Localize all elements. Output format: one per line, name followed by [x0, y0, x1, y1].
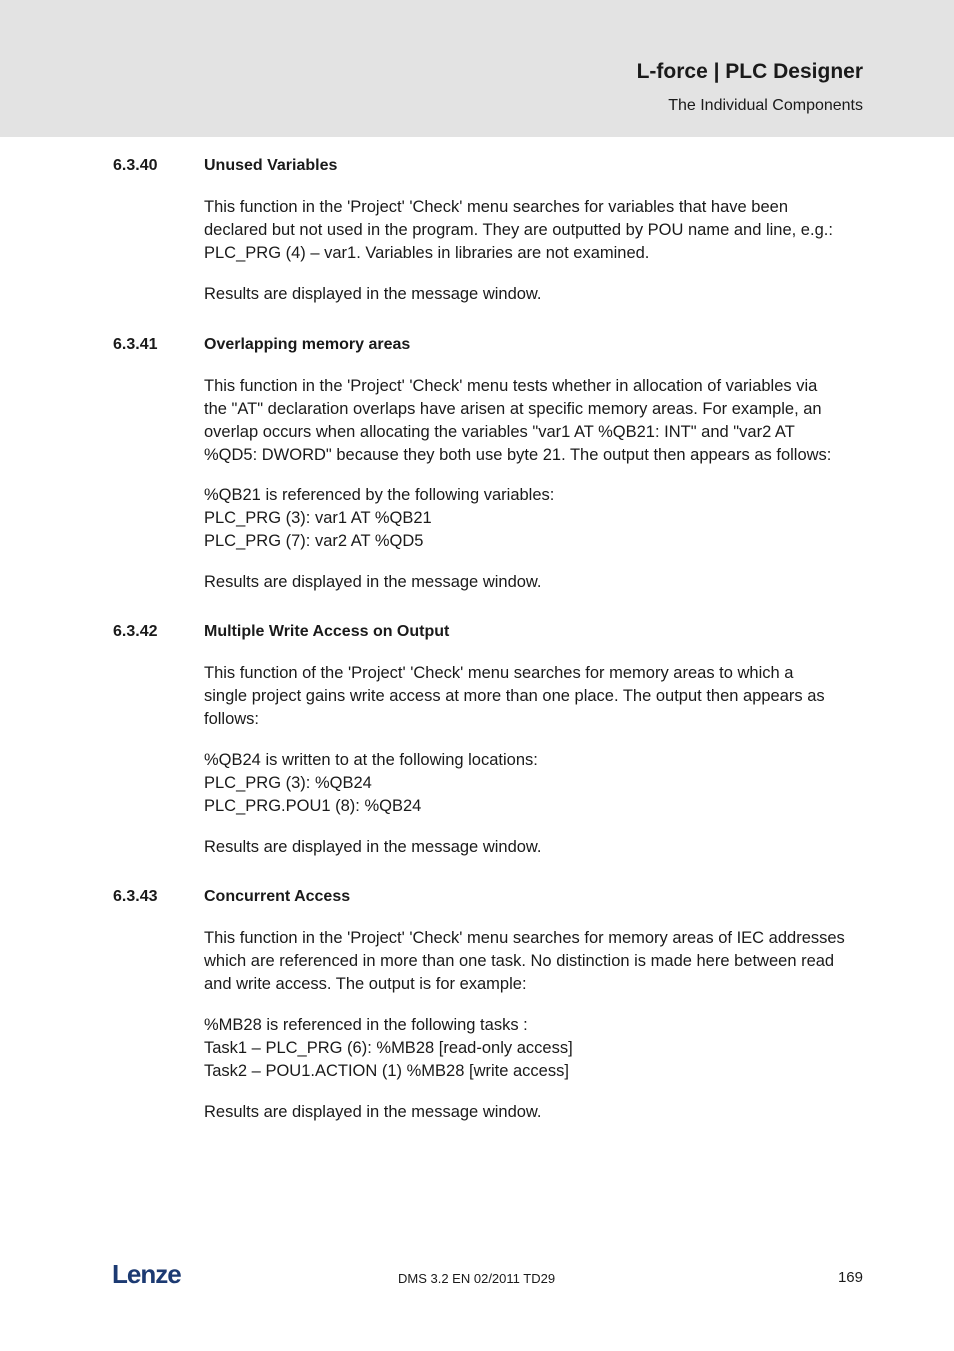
text-line: follows:: [204, 710, 260, 728]
text-line: which are referenced in more than one task. No distinction is made here between read: [204, 952, 835, 970]
document-subtitle: The Individual Components: [668, 97, 863, 114]
paragraph: [204, 196, 864, 265]
paragraph: [204, 662, 864, 731]
text-line: %QB24 is written to at the following locations:: [204, 751, 538, 769]
text-line: This function in the 'Project' 'Check' menu tests whether in allocation of variables via: [204, 377, 818, 395]
section-number: 6.3.41: [113, 336, 158, 353]
paragraph: [204, 571, 864, 594]
footer-document-ref: DMS 3.2 EN 02/2011 TD29: [398, 1271, 556, 1286]
text-line: Results are displayed in the message window.: [204, 285, 542, 303]
lenze-logo: Lenze: [112, 1259, 181, 1289]
text-line: PLC_PRG (7): var2 AT %QD5: [204, 532, 424, 550]
text-line: Task1 – PLC_PRG (6): %MB28 [read-only access]: [204, 1039, 573, 1057]
text-line: %QB21 is referenced by the following variables:: [204, 486, 555, 504]
paragraph: [204, 1014, 864, 1083]
text-line: Task2 – POU1.ACTION (1) %MB28 [write access]: [204, 1062, 569, 1080]
paragraph: [204, 1101, 864, 1124]
text-line: PLC_PRG.POU1 (8): %QB24: [204, 797, 422, 815]
text-line: Results are displayed in the message window.: [204, 573, 542, 591]
section-heading: Concurrent Access: [204, 888, 351, 905]
section-number: 6.3.40: [113, 157, 158, 174]
text-line: Results are displayed in the message window.: [204, 1103, 542, 1121]
text-line: single project gains write access at more than one place. The output then appears as: [204, 687, 825, 705]
document-title: L-force | PLC Designer: [636, 60, 863, 83]
text-line: the "AT" declaration overlaps have arisen at specific memory areas. For example, an: [204, 400, 822, 418]
section-heading: Unused Variables: [204, 157, 338, 174]
text-line: %QD5: DWORD" because they both use byte 21. The output then appears as follows:: [204, 446, 832, 464]
paragraph: [204, 484, 864, 553]
page-number: 169: [837, 1269, 863, 1286]
section-number: 6.3.43: [113, 888, 158, 905]
paragraph: [204, 749, 864, 818]
paragraph: [204, 927, 864, 996]
text-line: PLC_PRG (3): %QB24: [204, 774, 372, 792]
paragraph: [204, 375, 864, 467]
text-line: This function of the 'Project' 'Check' menu searches for memory areas to which a: [204, 664, 794, 682]
paragraph: [204, 283, 864, 306]
paragraph: [204, 836, 864, 859]
text-line: This function in the 'Project' 'Check' menu searches for memory areas of IEC addresses: [204, 929, 845, 947]
text-line: overlap occurs when allocating the variables "var1 AT %QB21: INT" and "var2 AT: [204, 423, 795, 441]
section-heading: Multiple Write Access on Output: [204, 623, 450, 640]
text-line: %MB28 is referenced in the following tasks :: [204, 1016, 528, 1034]
text-line: Results are displayed in the message window.: [204, 838, 542, 856]
text-line: and write access. The output is for example:: [204, 975, 527, 993]
text-line: This function in the 'Project' 'Check' menu searches for variables that have been: [204, 198, 788, 216]
section-heading: Overlapping memory areas: [204, 336, 411, 353]
section-number: 6.3.42: [113, 623, 158, 640]
text-line: declared but not used in the program. They are outputted by POU name and line, e.g.:: [204, 221, 833, 239]
text-line: PLC_PRG (4) – var1. Variables in libraries are not examined.: [204, 244, 650, 262]
text-line: PLC_PRG (3): var1 AT %QB21: [204, 509, 432, 527]
